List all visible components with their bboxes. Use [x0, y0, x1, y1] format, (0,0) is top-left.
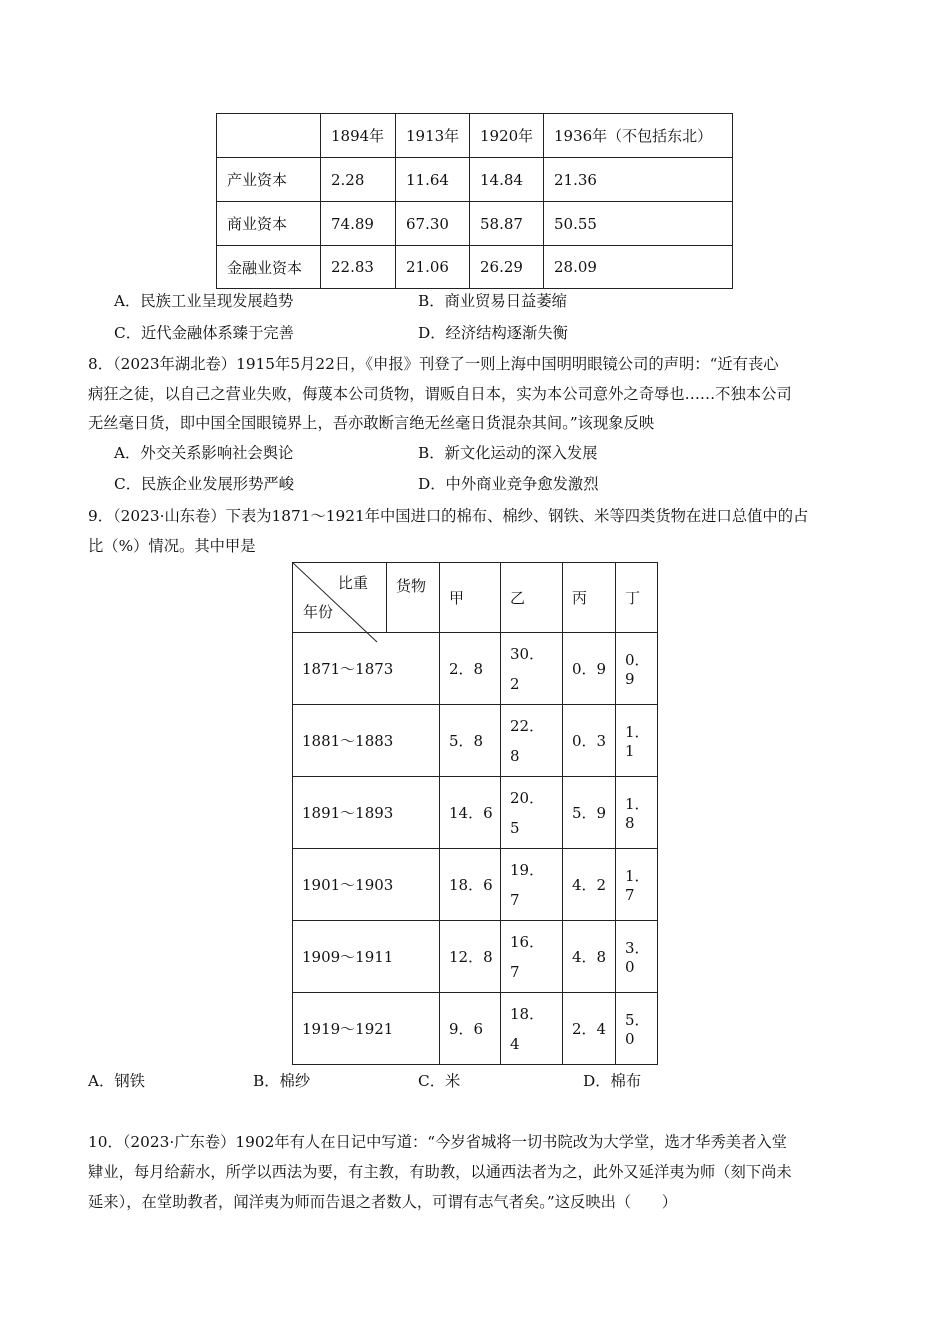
- table-cell: [501, 849, 563, 921]
- table-cell: [501, 921, 563, 993]
- column-header: 甲: [440, 563, 501, 633]
- year-cell: 1901～1903: [293, 849, 440, 921]
- table-cell: 4．2: [563, 849, 616, 921]
- table-cell: [501, 777, 563, 849]
- q9-option-d: D．棉布: [583, 1072, 642, 1090]
- table-cell: [501, 993, 563, 1065]
- table-row: [293, 993, 658, 1065]
- value-part: 7: [510, 890, 520, 909]
- q7-option-b: B．商业贸易日益萎缩: [418, 292, 567, 310]
- corner-bottom-label: 年份: [303, 603, 334, 621]
- table-cell: 50.55: [544, 202, 733, 246]
- table-row: [293, 705, 658, 777]
- table-cell: 18．6: [440, 849, 501, 921]
- table-row: [217, 246, 733, 289]
- table-cell: 4．8: [563, 921, 616, 993]
- q8-stem-line: 病狂之徒，以自己之营业失败，侮蔑本公司货物，谓贩自日本，实为本公司意外之奇辱也……不独本公司: [88, 385, 792, 403]
- table-cell: 1．8: [616, 777, 658, 849]
- table-header-cell: 1936年（不包括东北）: [544, 114, 733, 158]
- year-cell: 1891～1893: [293, 777, 440, 849]
- q9-option-b: B．棉纱: [253, 1072, 311, 1090]
- q8-option-b: B．新文化运动的深入发展: [418, 444, 598, 462]
- table-cell: 2.28: [321, 158, 396, 202]
- year-cell: 1881～1883: [293, 705, 440, 777]
- q7-option-d: D．经济结构逐渐失衡: [418, 324, 568, 342]
- table-cell: 21.06: [396, 246, 470, 289]
- q8-option-a: A．外交关系影响社会舆论: [114, 444, 294, 462]
- table-cell: 5．9: [563, 777, 616, 849]
- year-cell: 1919～1921: [293, 993, 440, 1065]
- table-cell: 67.30: [396, 202, 470, 246]
- row-label: 商业资本: [217, 202, 321, 246]
- value-part: 30．: [510, 644, 545, 663]
- table-row: [293, 921, 658, 993]
- q8-option-c: C．民族企业发展形势严峻: [114, 475, 294, 493]
- table-header-cell: 1920年: [470, 114, 544, 158]
- value-part: 5: [510, 818, 520, 837]
- table-cell: 74.89: [321, 202, 396, 246]
- table-cell: [501, 633, 563, 705]
- table-cell: 58.87: [470, 202, 544, 246]
- goods-label-cell: 货物: [387, 563, 440, 633]
- table-cell: 28.09: [544, 246, 733, 289]
- table-cell: 14.84: [470, 158, 544, 202]
- value-part: 8: [510, 746, 520, 765]
- table-cell: 9．6: [440, 993, 501, 1065]
- column-header: 丁: [616, 563, 658, 633]
- value-part: 2: [510, 674, 520, 693]
- table-cell: 12．8: [440, 921, 501, 993]
- q9-stem-line: 9．（2023·山东卷）下表为1871～1921年中国进口的棉布、棉纱、钢铁、米等四类货物在进口总值中的占: [88, 507, 809, 525]
- table-header-cell: [217, 114, 321, 158]
- value-part: 20．: [510, 788, 545, 807]
- table-cell: 3．0: [616, 921, 658, 993]
- corner-top-label: 比重: [338, 574, 369, 592]
- table-cell: 0．3: [563, 705, 616, 777]
- q7-option-c: C．近代金融体系臻于完善: [114, 324, 294, 342]
- q7-option-a: A．民族工业呈现发展趋势: [114, 292, 294, 310]
- table-cell: 2．8: [440, 633, 501, 705]
- table-cell: 5．0: [616, 993, 658, 1065]
- table-header-cell: 1913年: [396, 114, 470, 158]
- capital-table: [216, 113, 733, 289]
- row-label: 金融业资本: [217, 246, 321, 289]
- q10-stem-line: 肄业，每月给薪水，所学以西法为要，有主教，有助教，以通西法者为之，此外又延洋夷为师（刻下尚未: [88, 1163, 792, 1181]
- table-cell: 1．7: [616, 849, 658, 921]
- table-cell: [501, 705, 563, 777]
- q8-option-d: D．中外商业竞争愈发激烈: [418, 475, 599, 493]
- table-row: [217, 202, 733, 246]
- value-part: 16．: [510, 932, 545, 951]
- table-cell: 0．9: [563, 633, 616, 705]
- column-header: 乙: [501, 563, 563, 633]
- import-share-table: [292, 562, 658, 1065]
- value-part: 19．: [510, 860, 545, 879]
- q9-option-c: C．米: [418, 1072, 461, 1090]
- year-cell: 1871～1873: [293, 633, 440, 705]
- value-part: 4: [510, 1034, 520, 1053]
- year-cell: 1909～1911: [293, 921, 440, 993]
- q9-stem-line: 比（%）情况。其中甲是: [88, 537, 256, 555]
- table-row: [217, 158, 733, 202]
- value-part: 18．: [510, 1004, 545, 1023]
- table-cell: 14．6: [440, 777, 501, 849]
- table-cell: 26.29: [470, 246, 544, 289]
- row-label: 产业资本: [217, 158, 321, 202]
- table-cell: 21.36: [544, 158, 733, 202]
- table-cell: 1．1: [616, 705, 658, 777]
- table-row: [293, 777, 658, 849]
- value-part: 22．: [510, 716, 545, 735]
- table-row: [293, 849, 658, 921]
- q8-stem-line: 8．（2023年湖北卷）1915年5月22日，《申报》刊登了一则上海中国明明眼镜公司的声明：“近有丧心: [88, 355, 779, 373]
- diagonal-header-cell: [293, 563, 387, 633]
- table-row: [293, 633, 658, 705]
- table-cell: 2．4: [563, 993, 616, 1065]
- table-header-cell: 1894年: [321, 114, 396, 158]
- table-cell: 0．9: [616, 633, 658, 705]
- table-cell: 22.83: [321, 246, 396, 289]
- table-cell: 5．8: [440, 705, 501, 777]
- table-cell: 11.64: [396, 158, 470, 202]
- q9-option-a: A．钢铁: [88, 1072, 145, 1090]
- q10-stem-line: 10．（2023·广东卷）1902年有人在日记中写道：“今岁省城将一切书院改为大学堂，选才华秀美者入堂: [88, 1133, 787, 1151]
- column-header: 丙: [563, 563, 616, 633]
- q10-stem-line: 延来），在堂助教者，闻洋夷为师而告退之者数人，可谓有志气者矣。”这反映出（ ）: [88, 1193, 678, 1211]
- value-part: 7: [510, 962, 520, 981]
- q8-stem-line: 无丝毫日货，即中国全国眼镜界上，吾亦敢断言绝无丝毫日货混杂其间。”该现象反映: [88, 414, 655, 432]
